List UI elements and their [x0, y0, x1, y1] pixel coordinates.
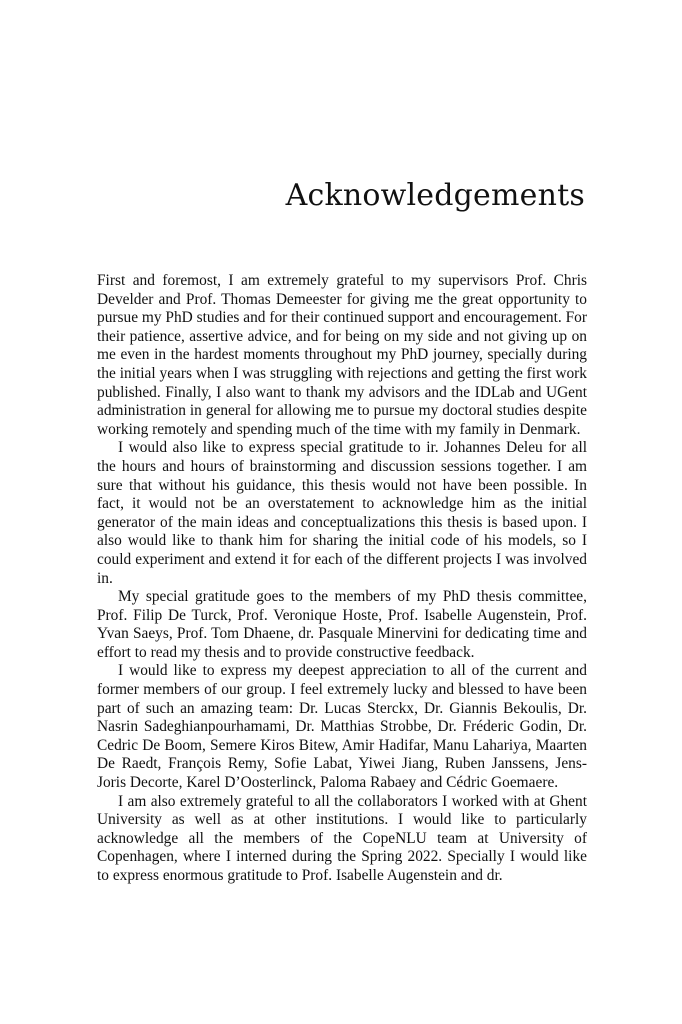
body-text	[97, 272, 587, 886]
chapter-title: Acknowledgements	[285, 178, 585, 213]
paragraph-committee: My special gratitude goes to the members of my PhD thesis committee, Prof. Filip De Turck, Prof. Veronique Hoste, Prof. Isabelle Augenstein, Prof. Yvan Saeys, Prof. Tom Dhaene, dr. Pasquale Minervini for dedicating time and effort to read my thesis and to provide constructive feedback.	[97, 588, 587, 661]
paragraph-supervisors: First and foremost, I am extremely grateful to my supervisors Prof. Chris Develder and Prof. Thomas Demeester for giving me the great opportunity to pursue my PhD studies and for their continued support and encouragement. For their patience, assertive advice, and for being on my side and not giving up on me even in the hardest moments throughout my PhD journey, specially during the initial years when I was struggling with rejections and getting the first work published. Finally, I also want to thank my advisors and the IDLab and UGent administration in general for allowing me to pursue my doctoral studies despite working remotely and spending much of the time with my family in Denmark.	[97, 272, 587, 438]
paragraph-collaborators: I am also extremely grateful to all the collaborators I worked with at Ghent University as well as at other institutions. I would like to particularly acknowledge all the members of the CopeNLU team at University of Copenhagen, where I interned during the Spring 2022. Specially I would like to express enormous gratitude to Prof. Isabelle Augenstein and dr.	[97, 792, 587, 884]
paragraph-group-members: I would like to express my deepest appreciation to all of the current and former members of our group. I feel extremely lucky and blessed to have been part of such an amazing team: Dr. Lucas Sterckx, Dr. Giannis Bekoulis, Dr. Nasrin Sadeghianpourhamami, Dr. Matthias Strobbe, Dr. Fréderic Godin, Dr. Cedric De Boom, Semere Kiros Bitew, Amir Hadifar, Manu Lahariya, Maarten De Raedt, François Remy, Sofie Labat, Yiwei Jiang, Ruben Janssens, Jens-Joris Decorte, Karel D’Oosterlinck, Paloma Rabaey and Cédric Goemaere.	[97, 662, 587, 792]
paragraph-johannes-deleu: I would also like to express special gratitude to ir. Johannes Deleu for all the hours and hours of brainstorming and discussion sessions together. I am sure that without his guidance, this thesis would not have been possible. In fact, it would not be an overstatement to acknowledge him as the initial generator of the main ideas and conceptualizations this thesis is based upon. I also would like to thank him for sharing the initial code of his models, so I could experiment and extend it for each of the different projects I was involved in.	[97, 439, 587, 587]
